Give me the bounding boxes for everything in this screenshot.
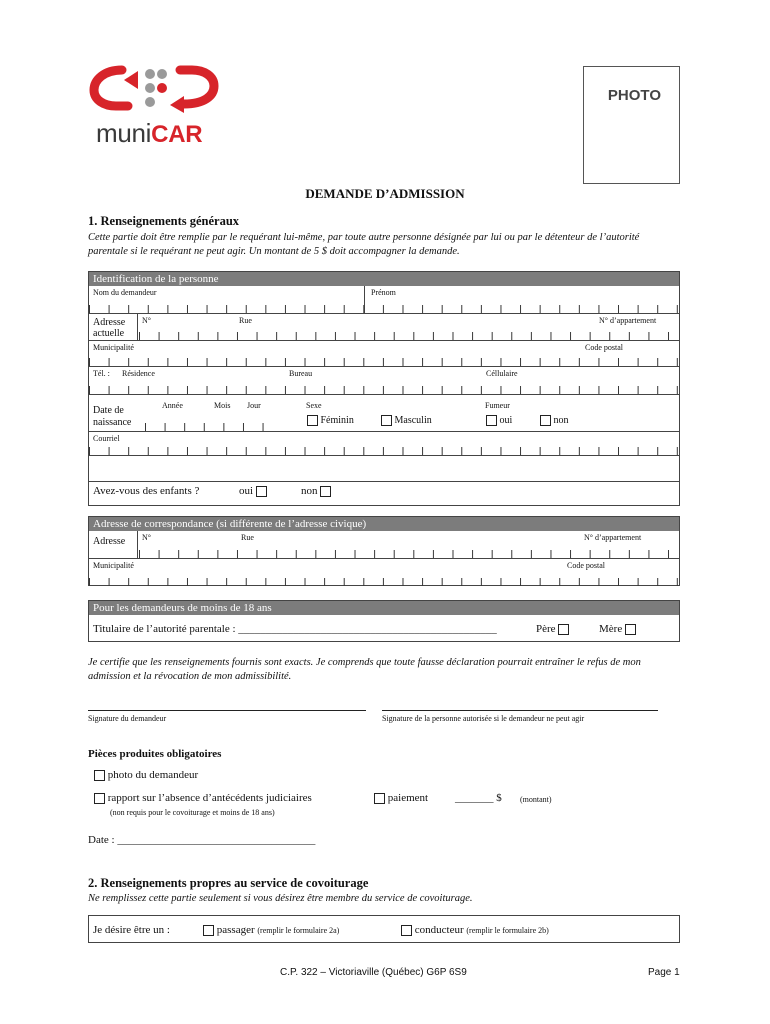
logo-wordmark: muniCAR	[96, 118, 203, 148]
certification-text: Je certifie que les renseignements fournis sont exacts. Je comprends que toute fausse déclaration pourrait entraîner le refus de mon admission et la révocation de mon admissibilité.	[88, 657, 641, 682]
corr-no-label: N°	[142, 533, 151, 542]
moins18-header: Pour les demandeurs de moins de 18 ans	[89, 601, 679, 615]
nom-ticks	[89, 305, 679, 313]
fumeur-non-option[interactable]: non	[540, 415, 569, 426]
sexe-label: Sexe	[306, 401, 322, 410]
fumeur-label: Fumeur	[485, 401, 510, 410]
appartement-label: N° d’appartement	[599, 316, 657, 325]
prenom-label: Prénom	[371, 288, 396, 297]
enfants-question: Avez-vous des enfants ?	[93, 485, 200, 497]
section1-intro: Cette partie doit être remplie par le requérant lui-même, par toute autre personne désignée par lui ou par le détenteur de l’autorité parentale si le requérant ne peut agir. Un montant de 5 $ doit accompagner la demande.	[88, 232, 640, 257]
code-postal-label: Code postal	[585, 343, 623, 352]
rue-label: Rue	[239, 316, 252, 325]
nom-label: Nom du demandeur	[93, 288, 157, 297]
corr-appartement-label: N° d’appartement	[584, 533, 642, 542]
pieces-title: Pièces produites obligatoires	[88, 748, 222, 760]
bureau-label: Bureau	[289, 369, 313, 378]
phone-row[interactable]	[89, 367, 679, 395]
pere-option[interactable]: Père	[536, 623, 569, 635]
piece-photo-checkbox[interactable]	[94, 770, 105, 781]
courriel-continued-row[interactable]	[89, 456, 679, 482]
masculin-checkbox[interactable]	[381, 415, 392, 426]
signature-demandeur-label: Signature du demandeur	[88, 714, 167, 723]
desire-label: Je désire être un :	[93, 924, 170, 936]
piece-photo-option[interactable]: photo du demandeur	[94, 769, 198, 781]
mere-option[interactable]: Mère	[599, 623, 636, 635]
date-naissance-label: Date de naissance	[93, 405, 132, 428]
conducteur-checkbox[interactable]	[401, 925, 412, 936]
masculin-option[interactable]: Masculin	[381, 415, 432, 426]
piece-rapport-option[interactable]: rapport sur l’absence d’antécédents judiciaires	[94, 792, 312, 804]
identification-box	[88, 271, 680, 506]
address-row[interactable]	[89, 314, 679, 341]
enfants-oui-option[interactable]: oui	[239, 485, 267, 497]
piece-rapport-checkbox[interactable]	[94, 793, 105, 804]
signature-autorisee-label: Signature de la personne autorisée si le demandeur ne peut agir	[382, 714, 585, 723]
montant-label: (montant)	[520, 795, 552, 804]
moins18-box	[88, 600, 680, 642]
photo-box[interactable]	[583, 66, 680, 184]
enfants-non-checkbox[interactable]	[320, 486, 331, 497]
corr-address-row[interactable]	[89, 531, 679, 559]
signature-autorisee-line[interactable]	[382, 710, 658, 711]
page-title: DEMANDE D’ADMISSION	[305, 186, 465, 201]
enfants-non-option[interactable]: non	[301, 485, 331, 497]
rapport-note: (non requis pour le covoiturage et moins de 18 ans)	[110, 808, 275, 817]
municipality-row[interactable]	[89, 341, 679, 367]
corr-adresse-label: Adresse	[93, 536, 126, 547]
passager-option[interactable]: passager (remplir le formulaire 2a)	[203, 924, 339, 936]
courriel-row[interactable]	[89, 432, 679, 456]
section2-title: 2. Renseignements propres au service de covoiturage	[88, 876, 369, 890]
feminin-option[interactable]: Féminin	[307, 415, 354, 426]
corr-municipality-row[interactable]	[89, 559, 679, 586]
mere-checkbox[interactable]	[625, 624, 636, 635]
mois-label: Mois	[214, 401, 231, 410]
corr-municipalite-label: Municipalité	[93, 561, 134, 570]
corr-code-postal-label: Code postal	[567, 561, 605, 570]
titulaire-field[interactable]: Titulaire de l’autorité parentale : _______________________________________________	[93, 623, 497, 635]
correspondance-header: Adresse de correspondance (si différente de l’adresse civique)	[89, 517, 679, 531]
feminin-checkbox[interactable]	[307, 415, 318, 426]
cellulaire-label: Céllulaire	[486, 369, 518, 378]
municipalite-label: Municipalité	[93, 343, 134, 352]
section2-intro: Ne remplissez cette partie seulement si vous désirez être membre du service de covoiturage.	[88, 893, 473, 904]
adresse-label: Adresse actuelle	[93, 317, 126, 339]
corr-rue-label: Rue	[241, 533, 254, 542]
section1-title: 1. Renseignements généraux	[88, 214, 240, 228]
passager-checkbox[interactable]	[203, 925, 214, 936]
pere-checkbox[interactable]	[558, 624, 569, 635]
page-number: Page 1	[648, 967, 680, 978]
identification-header: Identification de la personne	[89, 272, 679, 286]
courriel-label: Courriel	[93, 434, 120, 443]
piece-paiement-checkbox[interactable]	[374, 793, 385, 804]
fumeur-non-checkbox[interactable]	[540, 415, 551, 426]
birth-row[interactable]	[89, 395, 679, 432]
jour-label: Jour	[247, 401, 261, 410]
footer-address: C.P. 322 – Victoriaville (Québec) G6P 6S9	[280, 967, 467, 978]
annee-label: Année	[162, 401, 183, 410]
conducteur-option[interactable]: conducteur (remplir le formulaire 2b)	[401, 924, 549, 936]
piece-paiement-option[interactable]: paiement	[374, 792, 428, 804]
fumeur-oui-option[interactable]: oui	[486, 415, 512, 426]
no-label: N°	[142, 316, 151, 325]
fumeur-oui-checkbox[interactable]	[486, 415, 497, 426]
residence-label: Résidence	[122, 369, 155, 378]
tel-label: Tél. :	[93, 369, 110, 378]
correspondance-box	[88, 516, 680, 586]
montant-field[interactable]: _______ $	[455, 792, 502, 804]
covoiturage-box	[88, 915, 680, 943]
signature-demandeur-line[interactable]	[88, 710, 366, 711]
date-field[interactable]: Date : ____________________________________	[88, 834, 316, 846]
photo-label: PHOTO	[607, 87, 661, 104]
enfants-oui-checkbox[interactable]	[256, 486, 267, 497]
name-row[interactable]	[89, 286, 679, 314]
